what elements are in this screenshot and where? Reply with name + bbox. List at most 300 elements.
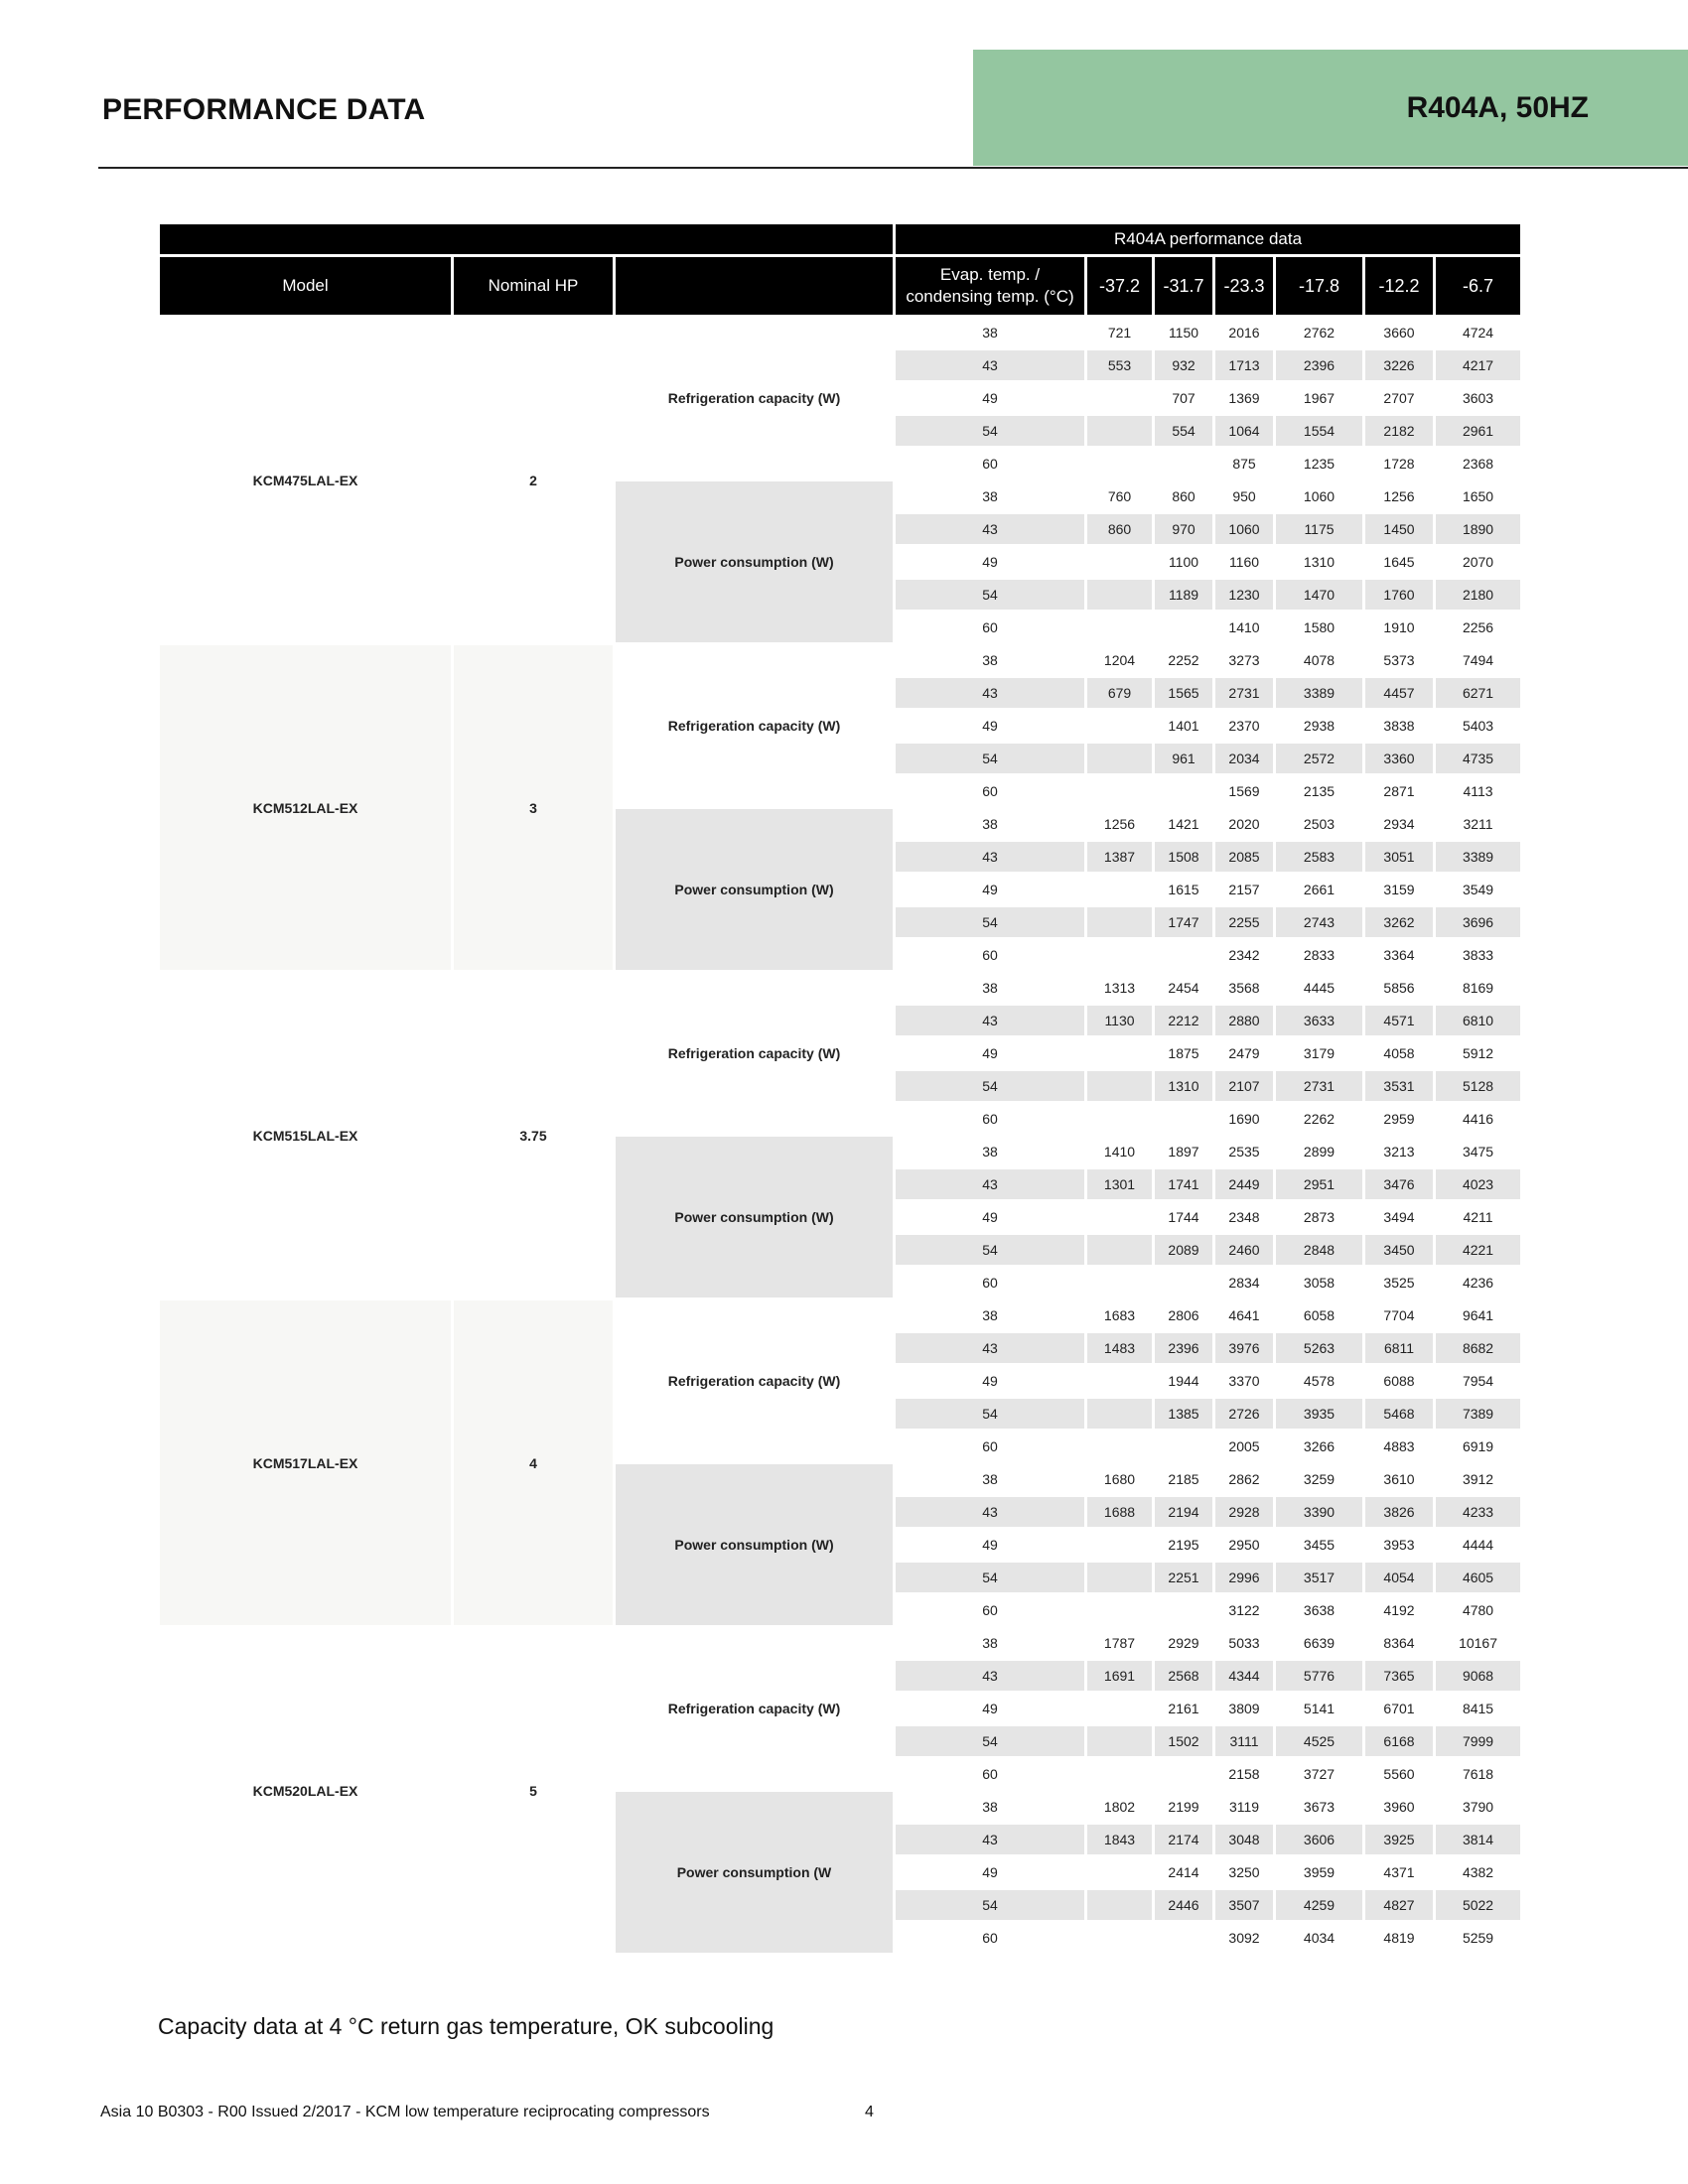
model-group <box>160 1628 1520 1953</box>
value-cell <box>1087 907 1152 937</box>
value-cell <box>1087 416 1152 446</box>
metric-label: Refrigeration capacity (W) <box>667 1701 841 1716</box>
value-cell <box>1087 1563 1152 1592</box>
value-cell: 2848 <box>1276 1235 1362 1265</box>
value-cell: 7618 <box>1462 1766 1494 1782</box>
value-cell: 1843 <box>1087 1825 1152 1854</box>
value-cell: 4605 <box>1436 1563 1520 1592</box>
value-cell: 4236 <box>1462 1275 1494 1291</box>
value-cell: 2871 <box>1383 783 1415 799</box>
value-cell <box>1087 1038 1152 1068</box>
value-cell: 2158 <box>1228 1766 1260 1782</box>
value-cell: 1802 <box>1103 1799 1136 1815</box>
model-name: KCM520LAL-EX <box>252 1782 358 1799</box>
value-cell: 3925 <box>1365 1825 1433 1854</box>
value-cell: 2873 <box>1303 1209 1336 1225</box>
value-cell: 3549 <box>1462 882 1494 897</box>
condensing-temp: 60 <box>982 1602 998 1618</box>
value-cell: 3266 <box>1303 1438 1336 1454</box>
value-cell: 2731 <box>1276 1071 1362 1101</box>
value-cell: 1160 <box>1228 554 1260 570</box>
value-cell: 1565 <box>1155 678 1212 708</box>
value-cell: 2348 <box>1228 1209 1260 1225</box>
model-group <box>160 1300 1520 1625</box>
value-cell: 760 <box>1107 488 1132 504</box>
value-cell: 2180 <box>1436 580 1520 610</box>
value-cell: 3092 <box>1228 1930 1260 1946</box>
value-cell: 3606 <box>1276 1825 1362 1854</box>
value-cell: 2262 <box>1303 1111 1336 1127</box>
condensing-temp: 60 <box>982 947 998 963</box>
value-cell: 2070 <box>1462 554 1494 570</box>
value-cell: 3389 <box>1276 678 1362 708</box>
condensing-temp: 43 <box>896 1169 1084 1199</box>
value-cell <box>1087 580 1152 610</box>
value-cell: 2929 <box>1168 1635 1199 1651</box>
condensing-temp: 49 <box>982 718 998 734</box>
value-cell: 5263 <box>1276 1333 1362 1363</box>
value-cell: 5560 <box>1383 1766 1415 1782</box>
value-cell: 3179 <box>1303 1045 1336 1061</box>
value-cell: 2255 <box>1215 907 1273 937</box>
table-row <box>160 318 1520 347</box>
value-cell: 1944 <box>1168 1373 1199 1389</box>
value-cell: 1554 <box>1276 416 1362 446</box>
value-cell: 1410 <box>1103 1144 1136 1160</box>
value-cell: 4023 <box>1436 1169 1520 1199</box>
refrigerant-badge-label: R404A, 50HZ <box>1406 91 1589 124</box>
value-cell: 2583 <box>1276 842 1362 872</box>
value-cell: 3494 <box>1383 1209 1415 1225</box>
nominal-hp: 3.75 <box>519 1127 547 1144</box>
condensing-temp: 54 <box>896 1563 1084 1592</box>
value-cell: 1747 <box>1155 907 1212 937</box>
value-cell: 961 <box>1155 744 1212 773</box>
value-cell: 2996 <box>1215 1563 1273 1592</box>
condensing-temp: 54 <box>896 907 1084 937</box>
value-cell: 950 <box>1232 488 1256 504</box>
value-cell: 2089 <box>1155 1235 1212 1265</box>
value-cell <box>1087 744 1152 773</box>
value-cell: 4217 <box>1436 350 1520 380</box>
value-cell: 1421 <box>1168 816 1199 832</box>
value-cell: 4233 <box>1436 1497 1520 1527</box>
value-cell: 1508 <box>1155 842 1212 872</box>
value-cell: 3638 <box>1303 1602 1336 1618</box>
condensing-temp: 54 <box>896 416 1084 446</box>
value-cell: 1744 <box>1168 1209 1199 1225</box>
value-cell: 4259 <box>1276 1890 1362 1920</box>
page-number: 4 <box>865 2104 874 2120</box>
value-cell: 1967 <box>1303 390 1336 406</box>
value-cell <box>1155 1432 1212 1461</box>
condensing-temp: 60 <box>982 456 998 472</box>
model-group <box>160 645 1520 970</box>
value-cell: 4735 <box>1436 744 1520 773</box>
value-cell: 2252 <box>1168 652 1199 668</box>
value-cell: 2161 <box>1168 1701 1199 1716</box>
model-group <box>160 318 1520 642</box>
value-cell: 1060 <box>1215 514 1273 544</box>
value-cell: 6088 <box>1383 1373 1415 1389</box>
value-cell: 5141 <box>1303 1701 1336 1716</box>
value-cell: 707 <box>1172 390 1196 406</box>
value-cell: 3507 <box>1215 1890 1273 1920</box>
value-cell: 721 <box>1107 325 1132 341</box>
condensing-temp: 43 <box>896 514 1084 544</box>
value-cell: 4571 <box>1365 1006 1433 1035</box>
condensing-temp: 38 <box>982 1307 998 1323</box>
value-cell: 1256 <box>1103 816 1136 832</box>
value-cell: 7954 <box>1462 1373 1494 1389</box>
value-cell: 9641 <box>1462 1307 1494 1323</box>
value-cell <box>1087 776 1152 806</box>
value-cell: 3051 <box>1365 842 1433 872</box>
value-cell: 3809 <box>1228 1701 1260 1716</box>
value-cell: 1310 <box>1303 554 1336 570</box>
col-header-metric <box>616 257 893 315</box>
value-cell: 2256 <box>1462 619 1494 635</box>
condensing-temp: 43 <box>896 678 1084 708</box>
value-cell: 875 <box>1232 456 1256 472</box>
value-cell: 1175 <box>1276 514 1362 544</box>
col-header-evap: -17.8 <box>1276 257 1362 315</box>
condensing-temp: 49 <box>982 1209 998 1225</box>
value-cell: 4344 <box>1215 1661 1273 1691</box>
value-cell: 2731 <box>1215 678 1273 708</box>
value-cell <box>1155 1104 1212 1134</box>
value-cell: 9068 <box>1436 1661 1520 1691</box>
value-cell <box>1087 449 1152 478</box>
value-cell: 1787 <box>1103 1635 1136 1651</box>
value-cell <box>1087 1235 1152 1265</box>
value-cell: 3273 <box>1228 652 1260 668</box>
metric-label: Refrigeration capacity (W) <box>667 390 841 406</box>
value-cell <box>1155 1268 1212 1297</box>
value-cell: 1760 <box>1365 580 1433 610</box>
value-cell <box>1087 613 1152 642</box>
value-cell: 4444 <box>1462 1537 1494 1553</box>
model-group <box>160 973 1520 1297</box>
model-name: KCM475LAL-EX <box>252 472 358 488</box>
value-cell <box>1155 449 1212 478</box>
condensing-temp: 38 <box>982 1144 998 1160</box>
value-cell: 1230 <box>1215 580 1273 610</box>
value-cell: 2414 <box>1168 1864 1199 1880</box>
value-cell: 1680 <box>1103 1471 1136 1487</box>
condensing-temp: 43 <box>896 842 1084 872</box>
value-cell: 2020 <box>1228 816 1260 832</box>
value-cell: 7999 <box>1436 1726 1520 1756</box>
value-cell <box>1087 1923 1152 1953</box>
value-cell: 3390 <box>1276 1497 1362 1527</box>
value-cell: 2833 <box>1303 947 1336 963</box>
metric-label: Refrigeration capacity (W) <box>667 718 841 734</box>
metric-label: Power consumption (W) <box>616 1464 893 1625</box>
value-cell: 1369 <box>1228 390 1260 406</box>
value-cell: 2743 <box>1276 907 1362 937</box>
value-cell: 2862 <box>1228 1471 1260 1487</box>
value-cell: 3159 <box>1383 882 1415 897</box>
page-title: PERFORMANCE DATA <box>102 93 426 126</box>
value-cell: 3633 <box>1276 1006 1362 1035</box>
value-cell: 1691 <box>1087 1661 1152 1691</box>
value-cell <box>1155 1923 1212 1953</box>
value-cell: 2951 <box>1276 1169 1362 1199</box>
col-header-evap: -23.3 <box>1215 257 1273 315</box>
col-header-evap: -6.7 <box>1436 257 1520 315</box>
value-cell: 1897 <box>1168 1144 1199 1160</box>
value-cell: 1130 <box>1087 1006 1152 1035</box>
value-cell: 2370 <box>1228 718 1260 734</box>
condensing-temp: 60 <box>982 619 998 635</box>
value-cell: 2446 <box>1155 1890 1212 1920</box>
value-cell <box>1155 1759 1212 1789</box>
condensing-temp: 43 <box>896 1333 1084 1363</box>
value-cell: 1387 <box>1087 842 1152 872</box>
condensing-temp: 60 <box>982 1275 998 1291</box>
value-cell: 2135 <box>1303 783 1336 799</box>
nominal-hp: 5 <box>529 1782 537 1799</box>
metric-label: Power consumption (W) <box>616 809 893 970</box>
value-cell: 860 <box>1172 488 1196 504</box>
value-cell: 679 <box>1087 678 1152 708</box>
value-cell: 3610 <box>1383 1471 1415 1487</box>
value-cell: 5776 <box>1276 1661 1362 1691</box>
metric-label: Refrigeration capacity (W) <box>667 1373 841 1389</box>
value-cell: 2107 <box>1215 1071 1273 1101</box>
value-cell: 3455 <box>1303 1537 1336 1553</box>
condensing-temp: 54 <box>896 1071 1084 1101</box>
condensing-temp: 38 <box>982 488 998 504</box>
value-cell: 3119 <box>1228 1799 1260 1815</box>
value-cell: 4382 <box>1462 1864 1494 1880</box>
value-cell: 3833 <box>1462 947 1494 963</box>
value-cell: 1910 <box>1383 619 1415 635</box>
value-cell: 3259 <box>1303 1471 1336 1487</box>
condensing-temp: 43 <box>896 1497 1084 1527</box>
metric-label: Power consumption (W) <box>616 481 893 642</box>
value-cell: 3058 <box>1303 1275 1336 1291</box>
value-cell: 1470 <box>1276 580 1362 610</box>
value-cell: 554 <box>1155 416 1212 446</box>
value-cell: 2460 <box>1215 1235 1273 1265</box>
value-cell: 1064 <box>1215 416 1273 446</box>
value-cell: 3912 <box>1462 1471 1494 1487</box>
value-cell: 4641 <box>1228 1307 1260 1323</box>
condensing-temp: 60 <box>982 1438 998 1454</box>
value-cell: 3790 <box>1462 1799 1494 1815</box>
value-cell: 3389 <box>1436 842 1520 872</box>
value-cell: 1235 <box>1303 456 1336 472</box>
value-cell: 2016 <box>1228 325 1260 341</box>
value-cell: 1688 <box>1087 1497 1152 1527</box>
value-cell: 2034 <box>1215 744 1273 773</box>
value-cell: 1728 <box>1383 456 1415 472</box>
value-cell: 2934 <box>1383 816 1415 832</box>
value-cell: 2479 <box>1228 1045 1260 1061</box>
model-name: KCM515LAL-EX <box>252 1127 358 1144</box>
value-cell <box>1087 1726 1152 1756</box>
footnote: Capacity data at 4 °C return gas temperature, OK subcooling <box>158 2013 774 2039</box>
value-cell: 4525 <box>1276 1726 1362 1756</box>
condensing-temp: 49 <box>982 1373 998 1389</box>
value-cell: 1890 <box>1436 514 1520 544</box>
nominal-hp: 4 <box>454 1300 613 1625</box>
value-cell: 1741 <box>1155 1169 1212 1199</box>
value-cell: 2834 <box>1228 1275 1260 1291</box>
value-cell: 2899 <box>1303 1144 1336 1160</box>
value-cell: 2661 <box>1303 882 1336 897</box>
value-cell: 4780 <box>1462 1602 1494 1618</box>
header-divider <box>98 167 1688 169</box>
value-cell: 1615 <box>1168 882 1199 897</box>
condensing-temp: 38 <box>982 1471 998 1487</box>
value-cell: 2449 <box>1215 1169 1273 1199</box>
value-cell: 1683 <box>1103 1307 1136 1323</box>
condensing-temp: 43 <box>896 1006 1084 1035</box>
value-cell: 4819 <box>1383 1930 1415 1946</box>
value-cell <box>1087 547 1152 577</box>
value-cell: 4883 <box>1383 1438 1415 1454</box>
value-cell: 3364 <box>1383 947 1415 963</box>
value-cell <box>1087 875 1152 904</box>
value-cell: 1645 <box>1383 554 1415 570</box>
value-cell: 5912 <box>1462 1045 1494 1061</box>
value-cell: 3976 <box>1215 1333 1273 1363</box>
value-cell: 5373 <box>1383 652 1415 668</box>
value-cell: 1401 <box>1168 718 1199 734</box>
condensing-temp: 49 <box>982 1864 998 1880</box>
value-cell: 5259 <box>1462 1930 1494 1946</box>
value-cell: 2928 <box>1215 1497 1273 1527</box>
value-cell <box>1087 940 1152 970</box>
value-cell: 4827 <box>1365 1890 1433 1920</box>
value-cell <box>1087 383 1152 413</box>
value-cell: 2194 <box>1155 1497 1212 1527</box>
condensing-temp: 38 <box>982 816 998 832</box>
value-cell: 1189 <box>1155 580 1212 610</box>
col-header-evap: -37.2 <box>1087 257 1152 315</box>
value-cell: 2961 <box>1436 416 1520 446</box>
value-cell: 3959 <box>1303 1864 1336 1880</box>
value-cell: 3475 <box>1462 1144 1494 1160</box>
value-cell: 1483 <box>1087 1333 1152 1363</box>
value-cell: 1313 <box>1103 980 1136 996</box>
value-cell: 4192 <box>1383 1602 1415 1618</box>
value-cell: 2707 <box>1383 390 1415 406</box>
value-cell: 2195 <box>1168 1537 1199 1553</box>
value-cell <box>1087 1694 1152 1723</box>
value-cell: 3935 <box>1276 1399 1362 1429</box>
value-cell: 3213 <box>1383 1144 1415 1160</box>
value-cell: 3370 <box>1228 1373 1260 1389</box>
value-cell <box>1087 1268 1152 1297</box>
value-cell: 3226 <box>1365 350 1433 380</box>
model-name: KCM517LAL-EX <box>160 1300 451 1625</box>
value-cell: 2251 <box>1155 1563 1212 1592</box>
value-cell: 1256 <box>1383 488 1415 504</box>
value-cell: 2762 <box>1303 325 1336 341</box>
value-cell: 6639 <box>1303 1635 1336 1651</box>
value-cell: 2199 <box>1168 1799 1199 1815</box>
value-cell: 4578 <box>1303 1373 1336 1389</box>
nominal-hp: 3 <box>454 645 613 970</box>
value-cell: 2880 <box>1215 1006 1273 1035</box>
value-cell: 3960 <box>1383 1799 1415 1815</box>
condensing-temp: 54 <box>896 1890 1084 1920</box>
value-cell: 5033 <box>1228 1635 1260 1651</box>
value-cell: 4221 <box>1436 1235 1520 1265</box>
value-cell: 1410 <box>1228 619 1260 635</box>
model-name: KCM512LAL-EX <box>160 645 451 970</box>
value-cell: 2396 <box>1155 1333 1212 1363</box>
value-cell <box>1087 1399 1152 1429</box>
value-cell: 3476 <box>1365 1169 1433 1199</box>
condensing-temp: 38 <box>982 1799 998 1815</box>
value-cell <box>1155 776 1212 806</box>
value-cell: 2396 <box>1276 350 1362 380</box>
value-cell <box>1087 1071 1152 1101</box>
value-cell: 2342 <box>1228 947 1260 963</box>
value-cell <box>1155 1595 1212 1625</box>
value-cell: 3814 <box>1436 1825 1520 1854</box>
value-cell: 2005 <box>1228 1438 1260 1454</box>
value-cell: 2368 <box>1462 456 1494 472</box>
header-blank <box>160 224 893 254</box>
value-cell: 2938 <box>1303 718 1336 734</box>
value-cell: 5022 <box>1436 1890 1520 1920</box>
condensing-temp: 54 <box>896 1399 1084 1429</box>
table-row <box>160 1300 1520 1330</box>
value-cell: 1569 <box>1228 783 1260 799</box>
value-cell: 3603 <box>1462 390 1494 406</box>
condensing-temp: 54 <box>896 1726 1084 1756</box>
value-cell: 932 <box>1155 350 1212 380</box>
value-cell: 970 <box>1155 514 1212 544</box>
value-cell: 3517 <box>1276 1563 1362 1592</box>
col-header-evap: -12.2 <box>1365 257 1433 315</box>
value-cell: 1580 <box>1303 619 1336 635</box>
value-cell: 3211 <box>1463 816 1493 832</box>
value-cell: 3531 <box>1365 1071 1433 1101</box>
condensing-temp: 54 <box>896 580 1084 610</box>
condensing-temp: 54 <box>896 744 1084 773</box>
value-cell: 2726 <box>1215 1399 1273 1429</box>
value-cell: 2806 <box>1168 1307 1199 1323</box>
value-cell: 6271 <box>1436 678 1520 708</box>
value-cell <box>1087 1104 1152 1134</box>
value-cell: 3262 <box>1365 907 1433 937</box>
col-header-evap: -31.7 <box>1155 257 1212 315</box>
condensing-temp: 43 <box>896 350 1084 380</box>
value-cell: 1450 <box>1365 514 1433 544</box>
value-cell <box>1087 1366 1152 1396</box>
value-cell: 3111 <box>1215 1726 1273 1756</box>
condensing-temp: 43 <box>896 1661 1084 1691</box>
value-cell <box>1087 1890 1152 1920</box>
value-cell: 4724 <box>1462 325 1494 341</box>
value-cell: 2182 <box>1365 416 1433 446</box>
condensing-temp: 49 <box>982 1045 998 1061</box>
value-cell: 6701 <box>1383 1701 1415 1716</box>
condensing-temp: 49 <box>982 554 998 570</box>
value-cell <box>1155 940 1212 970</box>
value-cell: 10167 <box>1459 1635 1497 1651</box>
value-cell: 553 <box>1087 350 1152 380</box>
value-cell: 3838 <box>1383 718 1415 734</box>
condensing-temp: 60 <box>982 1930 998 1946</box>
